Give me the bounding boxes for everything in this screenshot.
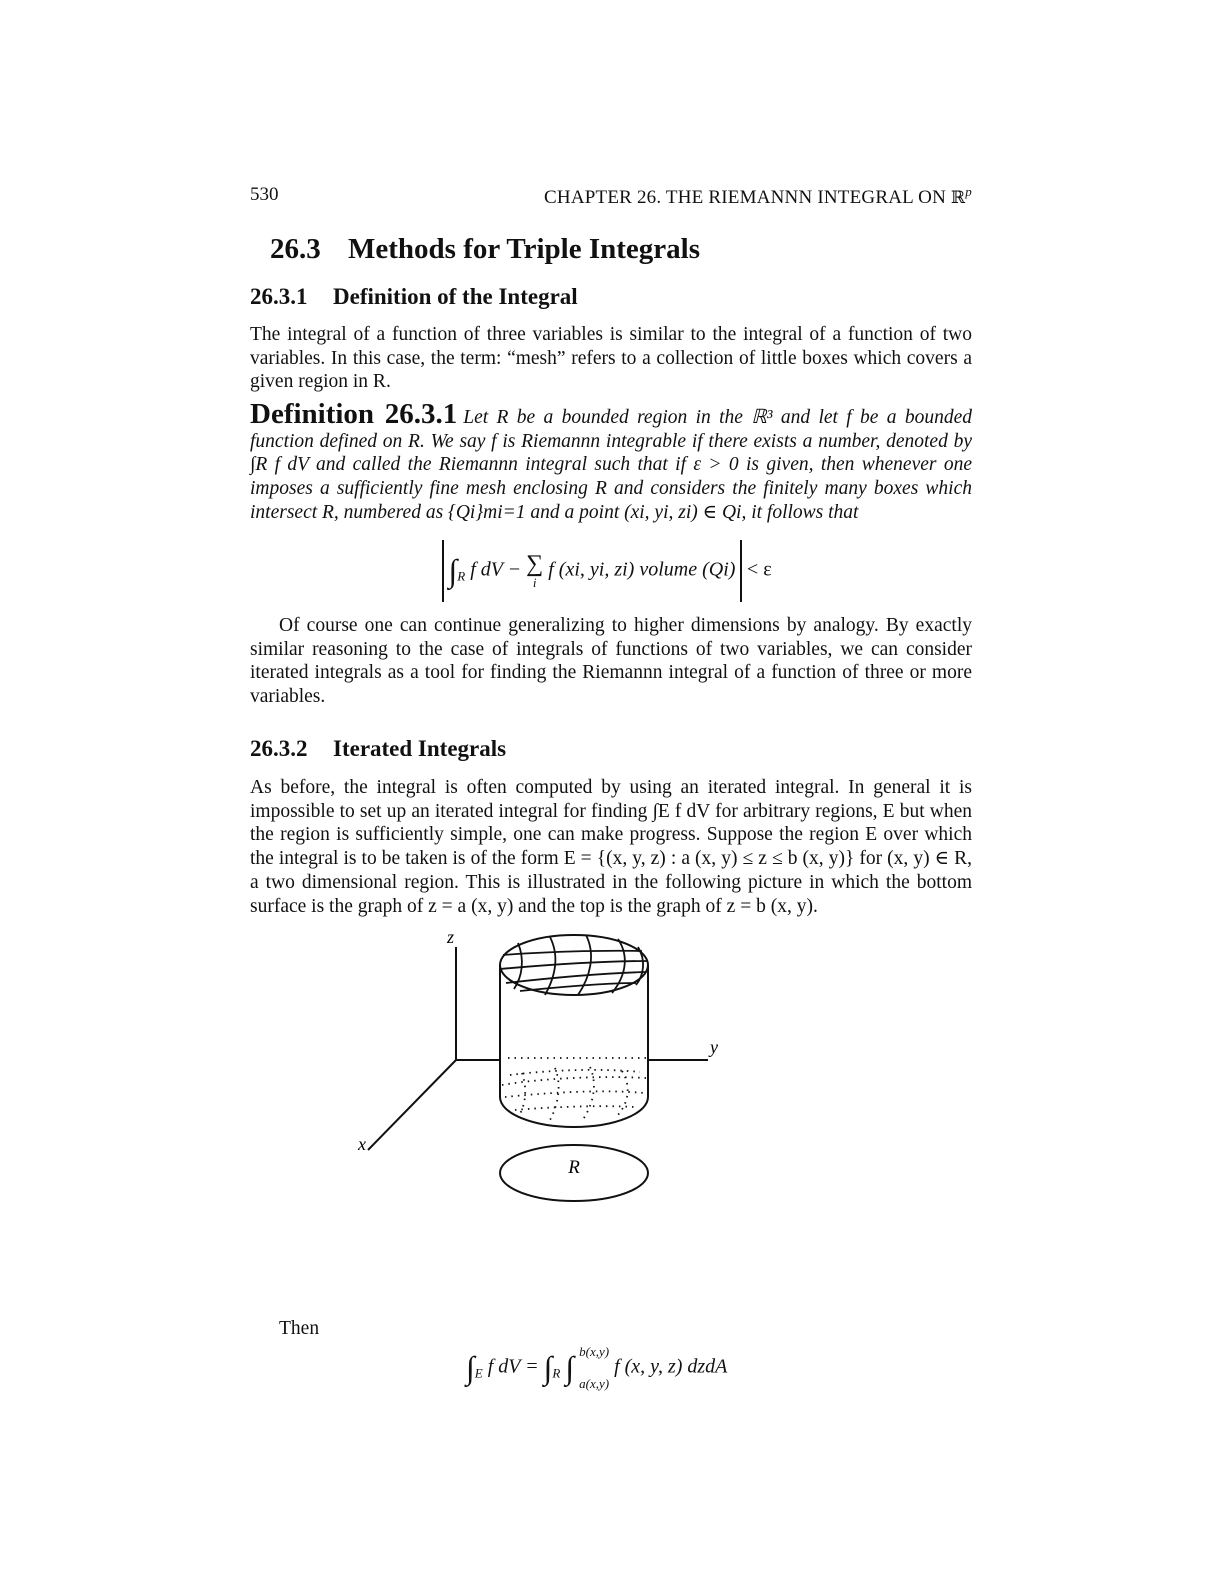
x-axis xyxy=(368,1060,456,1150)
z-label: z xyxy=(447,927,455,947)
running-head-sup: p xyxy=(965,184,972,199)
integral-subscript: R xyxy=(457,568,466,584)
subsection-number: 26.3.1 xyxy=(250,284,308,309)
x-label: x xyxy=(358,1134,366,1154)
running-head-symbol: ℝ xyxy=(950,188,966,208)
equation-part-b: f (xi, yi, zi) volume (Qi) xyxy=(548,558,736,581)
region-R-label: R xyxy=(568,1157,580,1178)
lhs-subscript: E xyxy=(474,1365,483,1381)
integrand: f (x, y, z) dzdA xyxy=(614,1355,728,1378)
bottom-surface-dotted xyxy=(502,1058,646,1121)
lower-limit: a(x,y) xyxy=(579,1376,610,1391)
equation-rhs: < ε xyxy=(746,558,772,581)
abs-bar-left xyxy=(442,540,444,602)
integral-sign-outer: ∫ xyxy=(543,1349,553,1386)
subsection-heading-definition xyxy=(250,284,578,310)
equation-riemann-sum xyxy=(442,540,772,602)
then-text: Then xyxy=(279,1318,320,1339)
lhs-text: f dV = xyxy=(487,1355,539,1378)
section-title: Methods for Triple Integrals xyxy=(348,233,701,265)
definition-block xyxy=(250,398,972,525)
sum-symbol: ∑ xyxy=(526,551,544,577)
subsection-heading-iterated xyxy=(250,736,506,762)
integral-sign-lhs: ∫ xyxy=(466,1349,475,1386)
subsection-number: 26.3.2 xyxy=(250,736,308,761)
abs-bar-right xyxy=(740,540,742,602)
section-number: 26.3 xyxy=(270,233,321,265)
cylinder-bottom-front xyxy=(500,1097,648,1127)
equation-part-a: f dV − xyxy=(470,558,527,581)
paragraph-intro: The integral of a function of three variables is similar to the integral of a function of two variables. In this case, the term: “mesh” refers to a collection of little boxes which covers a given region in R. xyxy=(250,324,972,393)
page-number: 530 xyxy=(250,184,279,205)
sum-block xyxy=(526,552,543,590)
equation-iterated-integral xyxy=(466,1336,727,1400)
y-label: y xyxy=(710,1037,718,1057)
upper-limit: b(x,y) xyxy=(579,1344,610,1359)
cylinder-region-figure xyxy=(350,925,730,1215)
integral-sign: ∫ xyxy=(448,552,458,589)
paragraph-generalizing: Of course one can continue generalizing to higher dimensions by analogy. By exactly similar reasoning to the case of integrals of functions of two variables, we can consider iterated integrals as a tool for finding the Riemannn integral of a function of three or more variables. xyxy=(250,615,972,708)
subsection-title: Iterated Integrals xyxy=(333,736,507,761)
definition-title: Definition 26.3.1 xyxy=(250,398,458,430)
integral-limits xyxy=(579,1336,609,1400)
subsection-title: Definition of the Integral xyxy=(333,284,578,309)
axes xyxy=(368,947,708,1150)
integral-sign-inner: ∫ xyxy=(565,1349,575,1386)
outer-subscript: R xyxy=(552,1365,561,1381)
section-heading xyxy=(270,233,700,266)
paragraph-iterated: As before, the integral is often computed by using an iterated integral. In general it is impossible to set up an iterated integral for finding ∫E f dV for arbitrary regions, E but when the region is sufficiently simple, one can make progress. Suppose the region E over which the integral is to be taken is of the form E = {(x, y, z) : a (x, y) ≤ z ≤ b (x, y)} for (x, y) ∈ R, a two dimensional region. This is illustrated in the following picture in which the bottom surface is the graph of z = a (x, y) and the top is the graph of z = b (x, y). xyxy=(250,777,972,917)
definition-body: Let R be a bounded region in the ℝ³ and let f be a bounded function defined on R. We say f is Riemannn integrable if there exists a number, denoted by ∫R f dV and called the Riemannn integral such that if ε > 0 is given, then whenever one imposes a sufficiently fine mesh enclosing R and considers the finitely many boxes which intersect R, numbered as {Qi}mi=1 and a point (xi, yi, zi) ∈ Qi, it follows that xyxy=(250,407,972,523)
running-head-text: CHAPTER 26. THE RIEMANNN INTEGRAL ON xyxy=(544,187,951,208)
sum-subscript: i xyxy=(532,575,537,590)
running-head xyxy=(544,184,972,209)
